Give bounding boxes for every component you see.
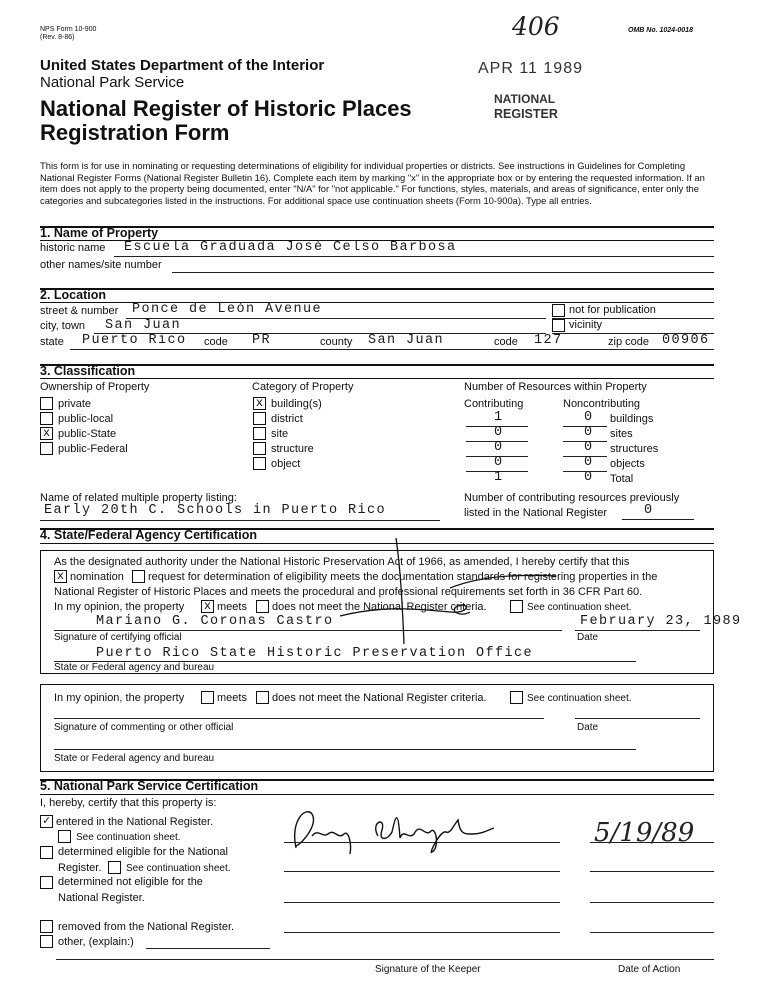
contributing-objects[interactable]: 0 <box>494 455 504 470</box>
vicinity-checkbox[interactable] <box>552 319 565 332</box>
county-code-value[interactable]: 127 <box>534 333 563 348</box>
ownership-label: Ownership of Property <box>40 381 150 393</box>
city-label: city, town <box>40 320 86 332</box>
resource-total-label: Total <box>610 473 634 485</box>
entered-checkbox[interactable]: ✓ <box>40 815 53 828</box>
zip-label: zip code <box>608 336 649 348</box>
b-meets-checkbox[interactable] <box>201 691 214 704</box>
category-district-label: district <box>271 413 303 425</box>
noncontributing-total[interactable]: 0 <box>584 470 594 485</box>
not-for-publication-checkbox[interactable] <box>552 304 565 317</box>
city-value[interactable]: San Juan <box>105 318 182 333</box>
signature-certifying-label: Signature of certifying official <box>54 632 182 643</box>
b-date-label: Date <box>577 722 599 733</box>
ownership-public-local-label: public-local <box>58 413 114 425</box>
does-not-meet-label: does not meet the National Register criteria. <box>272 601 487 613</box>
county-code-label: code <box>494 336 518 348</box>
category-object-label: object <box>271 458 301 470</box>
keeper-signature <box>282 800 502 860</box>
noncontributing-structures[interactable]: 0 <box>584 440 594 455</box>
other-checkbox[interactable] <box>40 935 53 948</box>
historic-name-value[interactable]: Escuela Graduada José Celso Barbosa <box>124 240 457 255</box>
street-value[interactable]: Ponce de León Avenue <box>132 302 323 317</box>
certification-date[interactable]: February 23, 1989 <box>580 614 742 629</box>
category-site-label: site <box>271 428 289 440</box>
entered-continuation-label: See continuation sheet. <box>76 832 181 843</box>
category-district-checkbox[interactable] <box>253 412 266 425</box>
b-continuation-sheet-label: See continuation sheet. <box>527 693 632 704</box>
received-date-stamp: APR 11 1989 <box>478 60 583 77</box>
determined-not-eligible-checkbox[interactable] <box>40 876 53 889</box>
category-buildings-label: building(s) <box>271 398 322 410</box>
resource-objects-label: objects <box>610 458 645 470</box>
b-continuation-sheet-checkbox[interactable] <box>510 691 523 704</box>
opinion-label: In my opinion, the property <box>54 601 185 613</box>
ownership-private-checkbox[interactable] <box>40 397 53 410</box>
form-subtitle: Registration Form <box>40 120 230 145</box>
keeper-date: 5/19/89 <box>594 818 695 848</box>
stamp-national: NATIONAL <box>494 92 556 106</box>
stamp-register: REGISTER <box>494 107 558 121</box>
category-label: Category of Property <box>252 381 354 393</box>
county-value[interactable]: San Juan <box>368 333 445 348</box>
instructions-text: This form is for use in nominating or requesting determinations of eligibility for individual properties or districts. See instructions in Guidelines for Completing National Register Forms (National Register Bulletin 16). Complete each item by marking "x" in the appropriate box or by entering the requested information. If an item does not apply to the property being documented, enter "N/A" for "not applicable." For functions, styles, materials, and areas of significance, enter only the categories and subcategories listed in the instructions. For additional space use continuation sheets (Form 10-900a). Type all entries. <box>40 160 705 206</box>
form-revision: (Rev. 8-86) <box>40 34 75 41</box>
determined-eligible-label-1: determined eligible for the National <box>58 846 228 858</box>
category-object-checkbox[interactable] <box>253 457 266 470</box>
cert-para-line-1: As the designated authority under the National Historic Preservation Act of 1966, as amended, I hereby certify that this <box>54 556 630 568</box>
zip-value[interactable]: 00906 <box>662 333 710 348</box>
section-3-heading: 3. Classification <box>40 364 136 378</box>
certifying-official-name[interactable]: Mariano G. Coronas Castro <box>96 614 334 629</box>
category-buildings-checkbox[interactable]: x <box>253 397 266 410</box>
contributing-structures[interactable]: 0 <box>494 440 504 455</box>
keeper-signature-label: Signature of the Keeper <box>375 964 481 975</box>
noncontributing-buildings[interactable]: 0 <box>584 410 594 425</box>
category-structure-checkbox[interactable] <box>253 442 266 455</box>
meets-label: meets <box>217 601 247 613</box>
ownership-public-state-label: public-State <box>58 428 117 440</box>
determined-eligible-label-2: Register. <box>58 862 102 874</box>
determined-not-eligible-label-1: determined not eligible for the <box>58 876 203 888</box>
contributing-label: Contributing <box>464 398 524 410</box>
section-2-heading: 2. Location <box>40 288 106 302</box>
related-listing-value[interactable]: Early 20th C. Schools in Puerto Rico <box>44 503 387 518</box>
other-label: other, (explain:) <box>58 936 134 948</box>
entered-label: entered in the National Register. <box>56 816 214 828</box>
historic-name-label: historic name <box>40 242 106 254</box>
nomination-checkbox[interactable]: x <box>54 570 67 583</box>
ownership-public-local-checkbox[interactable] <box>40 412 53 425</box>
state-agency-label: State or Federal agency and bureau <box>54 662 215 673</box>
category-structure-label: structure <box>271 443 314 455</box>
prev-listed-label-2: listed in the National Register <box>464 507 608 519</box>
b-does-not-meet-label: does not meet the National Register criteria. <box>272 692 487 704</box>
eligible-continuation-checkbox[interactable] <box>108 861 121 874</box>
continuation-sheet-label: See continuation sheet. <box>527 602 632 613</box>
agency-name: National Park Service <box>40 74 185 91</box>
ownership-public-federal-checkbox[interactable] <box>40 442 53 455</box>
state-code-label: code <box>204 336 228 348</box>
stamp-number: 406 <box>512 12 560 41</box>
not-for-publication-label: not for publication <box>569 304 656 316</box>
determined-not-eligible-label-2: National Register. <box>58 892 145 904</box>
state-agency-value[interactable]: Puerto Rico State Historic Preservation Office <box>96 646 534 661</box>
cert-para-line-3: National Register of Historic Places and meets the procedural and professional requirements set forth in 36 CFR Part 60. <box>54 586 643 598</box>
b-agency-label: State or Federal agency and bureau <box>54 753 215 764</box>
state-value[interactable]: Puerto Rico <box>82 333 187 348</box>
b-signature-label: Signature of commenting or other official <box>54 722 234 733</box>
prev-listed-label-1: Number of contributing resources previously <box>464 492 680 504</box>
ownership-private-label: private <box>58 398 92 410</box>
section-5-heading: 5. National Park Service Certification <box>40 779 259 793</box>
removed-checkbox[interactable] <box>40 920 53 933</box>
does-not-meet-checkbox[interactable] <box>256 600 269 613</box>
request-determination-checkbox[interactable] <box>132 570 145 583</box>
resource-sites-label: sites <box>610 428 633 440</box>
meets-checkbox[interactable]: x <box>201 600 214 613</box>
related-listing-label: Name of related multiple property listing: <box>40 492 237 504</box>
entered-continuation-checkbox[interactable] <box>58 830 71 843</box>
b-opinion-label: In my opinion, the property <box>54 692 185 704</box>
noncontributing-sites[interactable]: 0 <box>584 425 594 440</box>
department-name: United States Department of the Interior <box>40 57 325 74</box>
resource-buildings-label: buildings <box>610 413 654 425</box>
nomination-label: nomination <box>70 571 124 583</box>
street-label: street & number <box>40 305 119 317</box>
b-meets-label: meets <box>217 692 247 704</box>
eligible-continuation-label: See continuation sheet. <box>126 863 231 874</box>
section-4-heading: 4. State/Federal Agency Certification <box>40 528 257 542</box>
vicinity-label: vicinity <box>569 319 603 331</box>
other-names-label: other names/site number <box>40 259 162 271</box>
cert-date-label: Date <box>577 632 599 643</box>
b-does-not-meet-checkbox[interactable] <box>256 691 269 704</box>
section-1-heading: 1. Name of Property <box>40 226 159 240</box>
state-label: state <box>40 336 64 348</box>
nps-cert-intro: I, hereby, certify that this property is: <box>40 797 217 809</box>
removed-label: removed from the National Register. <box>58 921 235 933</box>
date-of-action-label: Date of Action <box>618 964 681 975</box>
form-title: National Register of Historic Places <box>40 96 412 121</box>
resource-structures-label: structures <box>610 443 659 455</box>
category-site-checkbox[interactable] <box>253 427 266 440</box>
ownership-public-state-checkbox[interactable]: x <box>40 427 53 440</box>
ownership-public-federal-label: public-Federal <box>58 443 128 455</box>
county-label: county <box>320 336 353 348</box>
contributing-total[interactable]: 1 <box>494 470 504 485</box>
state-code-value[interactable]: PR <box>252 333 272 348</box>
contributing-buildings[interactable]: 1 <box>494 410 504 425</box>
noncontributing-objects[interactable]: 0 <box>584 455 594 470</box>
form-number: NPS Form 10-900 <box>40 26 97 33</box>
noncontributing-label: Noncontributing <box>563 398 641 410</box>
determined-eligible-checkbox[interactable] <box>40 846 53 859</box>
contributing-sites[interactable]: 0 <box>494 425 504 440</box>
cert-para-line-2: request for determination of eligibility meets the documentation standards for registering properties in the <box>148 571 658 583</box>
certifier-signature <box>320 536 560 646</box>
prev-listed-value[interactable]: 0 <box>644 503 654 518</box>
omb-number: OMB No. 1024-0018 <box>628 27 693 34</box>
resources-label: Number of Resources within Property <box>464 381 647 393</box>
